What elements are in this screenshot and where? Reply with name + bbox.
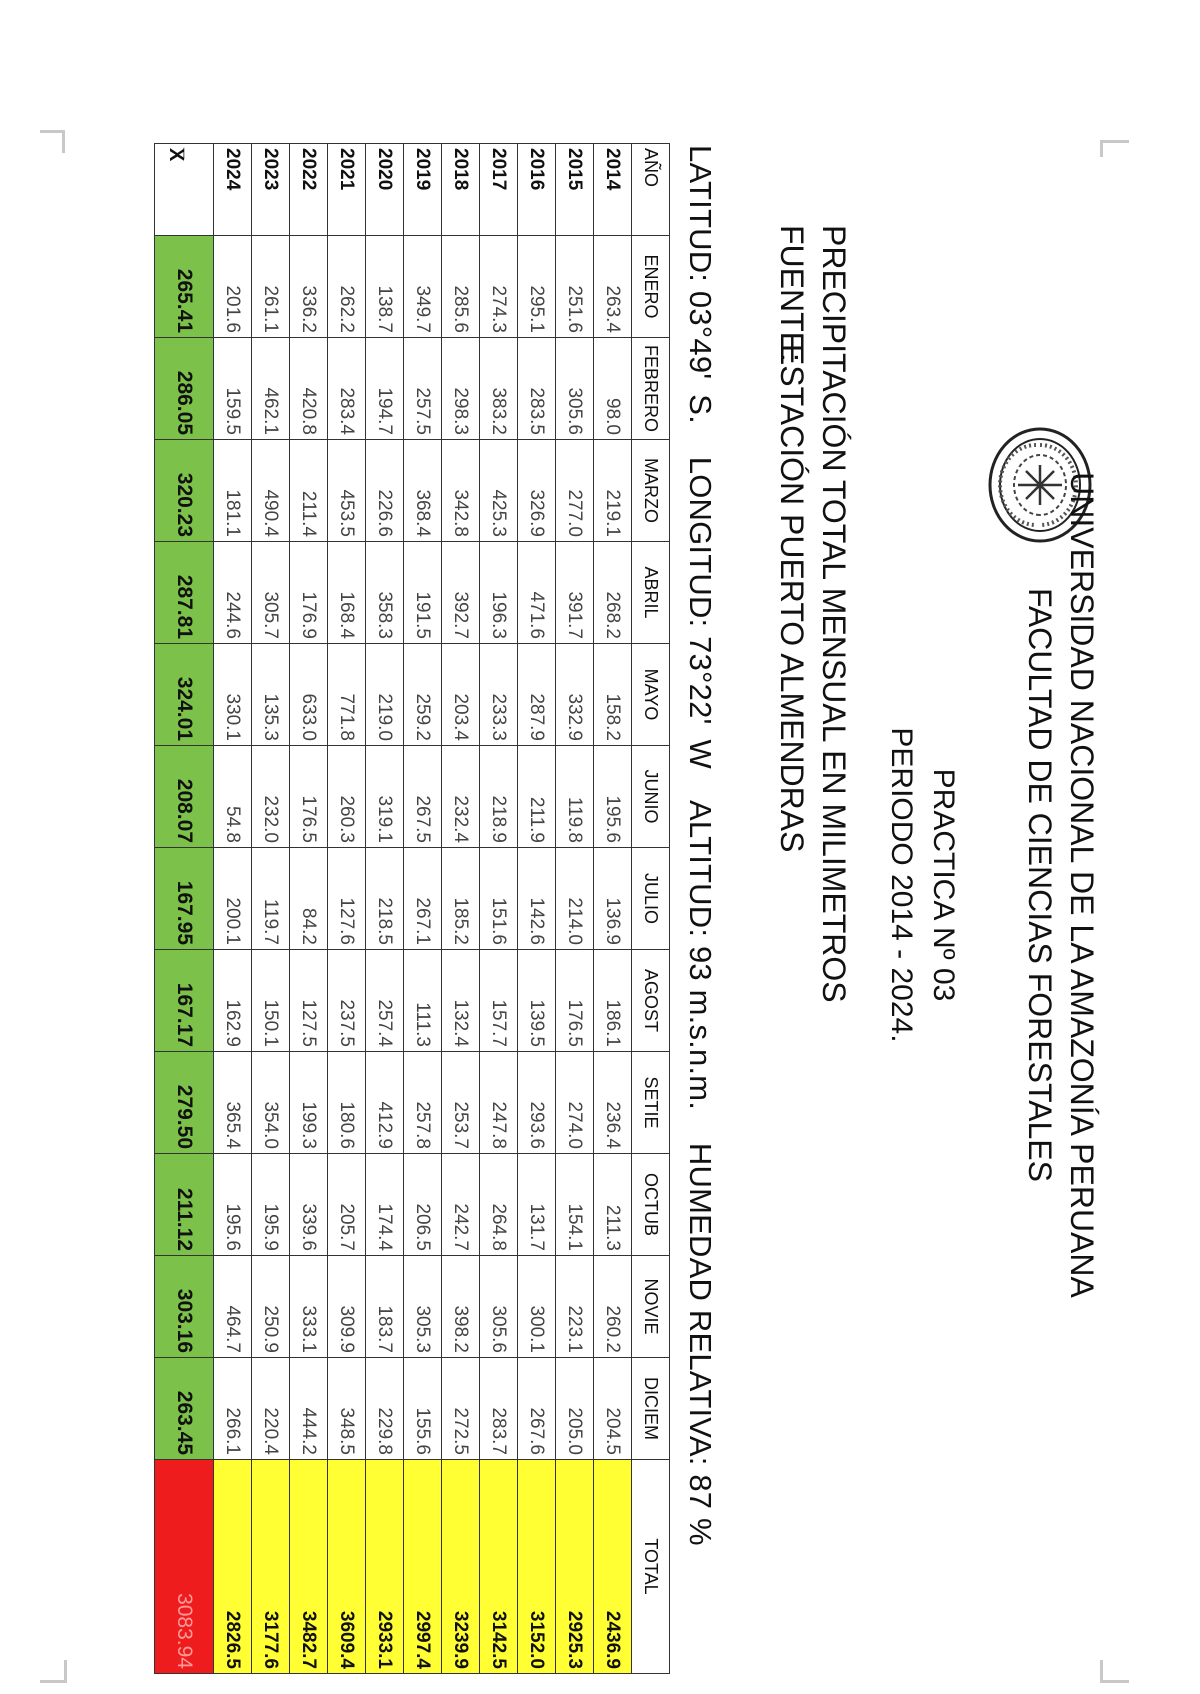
monthly-value-cell: 462.1: [252, 338, 290, 440]
monthly-value-cell: 348.5: [328, 1358, 366, 1460]
monthly-mean-cell: 263.45: [155, 1358, 214, 1460]
monthly-value-cell: 247.8: [480, 1052, 518, 1154]
monthly-value-cell: 219.1: [594, 440, 632, 542]
monthly-value-cell: 180.6: [328, 1052, 366, 1154]
monthly-value-cell: 298.3: [442, 338, 480, 440]
monthly-value-cell: 195.6: [214, 1154, 252, 1256]
monthly-value-cell: 471.6: [518, 542, 556, 644]
monthly-value-cell: 203.4: [442, 644, 480, 746]
year-cell: 2017: [480, 144, 518, 236]
monthly-value-cell: 127.5: [290, 950, 328, 1052]
monthly-mean-cell: 286.05: [155, 338, 214, 440]
mean-label-cell: [155, 144, 214, 236]
table-row: [594, 144, 632, 1674]
monthly-value-cell: 98.0: [594, 338, 632, 440]
column-header: AÑO: [632, 144, 670, 236]
monthly-value-cell: 186.1: [594, 950, 632, 1052]
monthly-value-cell: 383.2: [480, 338, 518, 440]
monthly-value-cell: 139.5: [518, 950, 556, 1052]
table-row: [252, 144, 290, 1674]
monthly-value-cell: 162.9: [214, 950, 252, 1052]
year-cell: 2023: [252, 144, 290, 236]
monthly-value-cell: 253.7: [442, 1052, 480, 1154]
annual-total-cell: 2826.5: [214, 1460, 252, 1674]
annual-total-cell: 3609.4: [328, 1460, 366, 1674]
data-source: [773, 225, 810, 852]
monthly-value-cell: 168.4: [328, 542, 366, 644]
monthly-value-cell: 342.8: [442, 440, 480, 542]
year-cell: 2024: [214, 144, 252, 236]
table-body: [155, 144, 632, 1674]
column-header: FEBRERO: [632, 338, 670, 440]
annual-total-cell: 2997.4: [404, 1460, 442, 1674]
monthly-value-cell: 176.5: [556, 950, 594, 1052]
corner-mark-top-left: [40, 130, 65, 153]
monthly-value-cell: 211.4: [290, 440, 328, 542]
monthly-value-cell: 771.8: [328, 644, 366, 746]
monthly-value-cell: 194.7: [366, 338, 404, 440]
monthly-value-cell: 176.9: [290, 542, 328, 644]
monthly-value-cell: 368.4: [404, 440, 442, 542]
annual-total-cell: 3142.5: [480, 1460, 518, 1674]
monthly-value-cell: 354.0: [252, 1052, 290, 1154]
column-header: AGOST: [632, 950, 670, 1052]
monthly-mean-cell: 208.07: [155, 746, 214, 848]
monthly-value-cell: 251.6: [556, 236, 594, 338]
column-header: JULIO: [632, 848, 670, 950]
monthly-value-cell: 305.7: [252, 542, 290, 644]
table-row: [214, 144, 252, 1674]
column-header: TOTAL: [632, 1460, 670, 1674]
monthly-value-cell: 233.3: [480, 644, 518, 746]
monthly-value-cell: 490.4: [252, 440, 290, 542]
monthly-value-cell: 287.9: [518, 644, 556, 746]
monthly-value-cell: 211.9: [518, 746, 556, 848]
monthly-value-cell: 196.3: [480, 542, 518, 644]
column-header: DICIEM: [632, 1358, 670, 1460]
monthly-value-cell: 257.5: [404, 338, 442, 440]
monthly-value-cell: 206.5: [404, 1154, 442, 1256]
monthly-value-cell: 274.3: [480, 236, 518, 338]
monthly-value-cell: 392.7: [442, 542, 480, 644]
annual-total-cell: 3177.6: [252, 1460, 290, 1674]
column-header: ABRIL: [632, 542, 670, 644]
monthly-value-cell: 464.7: [214, 1256, 252, 1358]
monthly-value-cell: 264.8: [480, 1154, 518, 1256]
monthly-value-cell: 199.3: [290, 1052, 328, 1154]
practice-number: PRACTICA Nº 03: [927, 768, 960, 1002]
longitude-direction: W: [683, 739, 718, 769]
source-label: FUENTE:: [774, 225, 810, 362]
table-header-row: [632, 144, 670, 1674]
monthly-value-cell: 412.9: [366, 1052, 404, 1154]
latitude: LATITUD: 03°49': [683, 145, 718, 380]
monthly-value-cell: 138.7: [366, 236, 404, 338]
monthly-mean-cell: 320.23: [155, 440, 214, 542]
monthly-value-cell: 283.4: [328, 338, 366, 440]
monthly-value-cell: 200.1: [214, 848, 252, 950]
monthly-value-cell: 283.7: [480, 1358, 518, 1460]
column-header: ENERO: [632, 236, 670, 338]
faculty-name: FACULTAD DE CIENCIAS FORESTALES: [1022, 588, 1058, 1182]
monthly-value-cell: 191.5: [404, 542, 442, 644]
monthly-value-cell: 293.6: [518, 1052, 556, 1154]
monthly-value-cell: 131.7: [518, 1154, 556, 1256]
monthly-value-cell: 205.0: [556, 1358, 594, 1460]
monthly-value-cell: 305.6: [556, 338, 594, 440]
station-coordinates: [682, 145, 718, 1552]
table-row: [404, 144, 442, 1674]
annual-total-cell: 3239.9: [442, 1460, 480, 1674]
monthly-value-cell: 211.3: [594, 1154, 632, 1256]
monthly-value-cell: 185.2: [442, 848, 480, 950]
monthly-value-cell: 259.2: [404, 644, 442, 746]
monthly-mean-cell: 287.81: [155, 542, 214, 644]
year-cell: 2015: [556, 144, 594, 236]
monthly-value-cell: 151.6: [480, 848, 518, 950]
monthly-value-cell: 142.6: [518, 848, 556, 950]
monthly-value-cell: 244.6: [214, 542, 252, 644]
monthly-value-cell: 268.2: [594, 542, 632, 644]
monthly-value-cell: 272.5: [442, 1358, 480, 1460]
monthly-value-cell: 263.4: [594, 236, 632, 338]
monthly-value-cell: 218.9: [480, 746, 518, 848]
monthly-value-cell: 277.0: [556, 440, 594, 542]
monthly-value-cell: 158.2: [594, 644, 632, 746]
precipitation-table: [154, 143, 670, 1674]
monthly-value-cell: 219.0: [366, 644, 404, 746]
monthly-value-cell: 226.6: [366, 440, 404, 542]
monthly-value-cell: 132.4: [442, 950, 480, 1052]
year-cell: 2022: [290, 144, 328, 236]
monthly-value-cell: 305.3: [404, 1256, 442, 1358]
monthly-value-cell: 274.0: [556, 1052, 594, 1154]
monthly-value-cell: 349.7: [404, 236, 442, 338]
year-cell: 2014: [594, 144, 632, 236]
monthly-value-cell: 285.6: [442, 236, 480, 338]
monthly-value-cell: 391.7: [556, 542, 594, 644]
monthly-value-cell: 261.1: [252, 236, 290, 338]
monthly-value-cell: 365.4: [214, 1052, 252, 1154]
source-value: ESTACIÓN PUERTO ALMENDRAS: [774, 343, 810, 853]
monthly-value-cell: 201.6: [214, 236, 252, 338]
monthly-mean-row: [155, 144, 214, 1674]
monthly-value-cell: 237.5: [328, 950, 366, 1052]
table-row: [290, 144, 328, 1674]
monthly-value-cell: 326.9: [518, 440, 556, 542]
monthly-value-cell: 157.7: [480, 950, 518, 1052]
monthly-value-cell: 174.4: [366, 1154, 404, 1256]
column-header: JUNIO: [632, 746, 670, 848]
monthly-value-cell: 232.0: [252, 746, 290, 848]
monthly-value-cell: 257.4: [366, 950, 404, 1052]
monthly-value-cell: 305.6: [480, 1256, 518, 1358]
annual-total-cell: 2933.1: [366, 1460, 404, 1674]
document-title: PRECIPITACIÓN TOTAL MENSUAL EN MILIMETROS: [816, 225, 852, 1003]
monthly-mean-cell: 324.01: [155, 644, 214, 746]
monthly-value-cell: 155.6: [404, 1358, 442, 1460]
monthly-value-cell: 84.2: [290, 848, 328, 950]
monthly-value-cell: 332.9: [556, 644, 594, 746]
monthly-value-cell: 358.3: [366, 542, 404, 644]
year-cell: 2020: [366, 144, 404, 236]
mean-bar-symbol: _: [181, 148, 203, 160]
monthly-value-cell: 229.8: [366, 1358, 404, 1460]
latitude-direction: S.: [683, 394, 718, 424]
year-cell: 2021: [328, 144, 366, 236]
year-cell: 2018: [442, 144, 480, 236]
monthly-value-cell: 204.5: [594, 1358, 632, 1460]
monthly-value-cell: 214.0: [556, 848, 594, 950]
monthly-value-cell: 633.0: [290, 644, 328, 746]
monthly-mean-cell: 211.12: [155, 1154, 214, 1256]
monthly-value-cell: 453.5: [328, 440, 366, 542]
grand-total-mean-cell: 3083.94: [155, 1460, 214, 1674]
altitude: ALTITUD: 93 m.s.n.m.: [683, 800, 718, 1111]
monthly-value-cell: 250.9: [252, 1256, 290, 1358]
column-header: OCTUB: [632, 1154, 670, 1256]
column-header: SETIE: [632, 1052, 670, 1154]
monthly-value-cell: 283.5: [518, 338, 556, 440]
table-row: [442, 144, 480, 1674]
monthly-value-cell: 420.8: [290, 338, 328, 440]
monthly-value-cell: 425.3: [480, 440, 518, 542]
monthly-value-cell: 236.4: [594, 1052, 632, 1154]
year-cell: 2019: [404, 144, 442, 236]
monthly-value-cell: 267.6: [518, 1358, 556, 1460]
monthly-value-cell: 330.1: [214, 644, 252, 746]
table-row: [480, 144, 518, 1674]
monthly-value-cell: 195.9: [252, 1154, 290, 1256]
monthly-value-cell: 267.5: [404, 746, 442, 848]
monthly-value-cell: 119.8: [556, 746, 594, 848]
monthly-value-cell: 319.1: [366, 746, 404, 848]
monthly-value-cell: 150.1: [252, 950, 290, 1052]
monthly-mean-cell: 303.16: [155, 1256, 214, 1358]
monthly-value-cell: 127.6: [328, 848, 366, 950]
annual-total-cell: 3152.0: [518, 1460, 556, 1674]
monthly-value-cell: 300.1: [518, 1256, 556, 1358]
monthly-value-cell: 220.4: [252, 1358, 290, 1460]
monthly-value-cell: 195.6: [594, 746, 632, 848]
mean-x-symbol: X: [165, 148, 187, 162]
monthly-value-cell: 205.7: [328, 1154, 366, 1256]
monthly-mean-cell: 265.41: [155, 236, 214, 338]
monthly-value-cell: 266.1: [214, 1358, 252, 1460]
table-row: [518, 144, 556, 1674]
monthly-value-cell: 267.1: [404, 848, 442, 950]
monthly-value-cell: 339.6: [290, 1154, 328, 1256]
monthly-value-cell: 136.9: [594, 848, 632, 950]
monthly-value-cell: 159.5: [214, 338, 252, 440]
monthly-value-cell: 135.3: [252, 644, 290, 746]
table-row: [556, 144, 594, 1674]
corner-mark-bottom-left: [40, 1660, 67, 1683]
monthly-value-cell: 398.2: [442, 1256, 480, 1358]
monthly-value-cell: 183.7: [366, 1256, 404, 1358]
monthly-mean-cell: 279.50: [155, 1052, 214, 1154]
annual-total-cell: 2925.3: [556, 1460, 594, 1674]
monthly-mean-cell: 167.17: [155, 950, 214, 1052]
monthly-value-cell: 242.7: [442, 1154, 480, 1256]
monthly-value-cell: 119.7: [252, 848, 290, 950]
column-header: NOVIE: [632, 1256, 670, 1358]
monthly-value-cell: 257.8: [404, 1052, 442, 1154]
monthly-value-cell: 54.8: [214, 746, 252, 848]
monthly-value-cell: 260.3: [328, 746, 366, 848]
table-row: [366, 144, 404, 1674]
year-cell: 2016: [518, 144, 556, 236]
column-header: MARZO: [632, 440, 670, 542]
monthly-mean-cell: 167.95: [155, 848, 214, 950]
monthly-value-cell: 218.5: [366, 848, 404, 950]
table-row: [328, 144, 366, 1674]
column-header: MAYO: [632, 644, 670, 746]
monthly-value-cell: 223.1: [556, 1256, 594, 1358]
monthly-value-cell: 333.1: [290, 1256, 328, 1358]
monthly-value-cell: 262.2: [328, 236, 366, 338]
monthly-value-cell: 111.3: [404, 950, 442, 1052]
monthly-value-cell: 154.1: [556, 1154, 594, 1256]
monthly-value-cell: 336.2: [290, 236, 328, 338]
relative-humidity: HUMEDAD RELATIVA: 87 %: [683, 1142, 718, 1546]
monthly-value-cell: 232.4: [442, 746, 480, 848]
monthly-value-cell: 444.2: [290, 1358, 328, 1460]
university-name: UNIVERSIDAD NACIONAL DE LA AMAZONÍA PERUANA: [1064, 472, 1100, 1298]
annual-total-cell: 3482.7: [290, 1460, 328, 1674]
monthly-value-cell: 260.2: [594, 1256, 632, 1358]
monthly-value-cell: 309.9: [328, 1256, 366, 1358]
annual-total-cell: 2436.9: [594, 1460, 632, 1674]
period: PERIODO 2014 - 2024.: [885, 727, 918, 1043]
monthly-value-cell: 176.5: [290, 746, 328, 848]
monthly-value-cell: 181.1: [214, 440, 252, 542]
longitude: LONGITUD: 73°22': [683, 456, 718, 725]
rotated-document-page: [100, 135, 1110, 1685]
monthly-value-cell: 295.1: [518, 236, 556, 338]
